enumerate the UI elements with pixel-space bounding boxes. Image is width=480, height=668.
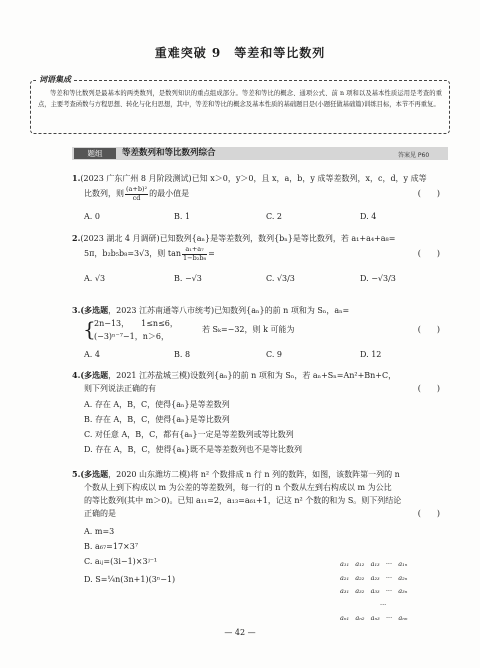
question-4 [72,369,448,457]
option-c: C. aᵢⱼ=(3i−1)×3ʲ⁻¹ [84,557,158,566]
option-c: C. √3/3 [266,274,295,283]
array-row: a₂₁ a₂₂ a₂₃ ··· a₂ₙ [340,573,408,582]
question-source: ，2023 江苏南通等八市统考) [108,306,215,315]
question-number: 2. [72,233,81,243]
fraction-denominator: cd [132,193,141,202]
option-d: D. S=¼n(3n+1)(3ⁿ−1) [84,575,176,584]
question-text: 个数从上到下构成以 m 为公差的等差数列，每一行的 n 个数从左到右构成以 m 为公比 [84,483,392,492]
page-number: — 42 — [224,628,256,637]
option-c: C. 对任意 A，B，C，都有{aₙ}一定是等差数列或等比数列 [84,430,294,439]
option-a: A. 存在 A，B，C，使得{aₙ}是等差数列 [84,400,230,409]
option-b: B. a₆₇=17×3⁷ [84,542,139,551]
question-text: 的等比数列(其中 m＞0)。已知 a₁₁=2，a₁₃=a₆₁+1，记这 n² 个数的和为 S。则下列结论 [84,496,402,505]
option-c: C. 2 [266,212,283,221]
question-number: 1. [72,173,81,183]
options [72,397,448,457]
question-text: 正确的是 [84,509,116,518]
array-row: aₙ₁ aₙ₂ aₙ₃ ··· aₙₙ [340,614,408,622]
question-number: 4. [72,370,81,380]
option-d: D. 存在 A，B，C，使得{aₙ}既不是等差数列也不是等比数列 [84,445,302,454]
answer-reference: 答案见 P60 [398,152,430,159]
option-b: B. 存在 A，B，C，使得{aₙ}是等比数列 [84,415,230,424]
option-d: D. 4 [360,212,377,221]
multi-choice-label: (多选题 [80,305,109,315]
case-2: (−3)ⁿ⁻⁷−1，n＞6， [94,332,169,341]
section-tag: 题组 [74,148,116,159]
question-text: 已知数列{aₙ}是等差数列，数列{bₙ}是等比数列，若 a₁+a₄+a₈= [159,234,396,243]
option-d: D. −√3/3 [360,274,396,283]
question-source: ，2021 江苏盐城三模) [108,371,191,380]
question-text: 则下列说法正确的有 [84,384,156,393]
answer-paren: ( ) [417,249,440,258]
question-2 [72,232,448,283]
question-text: 已知数列{aₙ}的前 n 项和为 Sₙ，aₙ= [214,306,350,315]
array-row: a₃₁ a₃₂ a₃₃ ··· a₃ₙ [340,587,408,595]
question-text: 将 n² 个数排成 n 行 n 列的数阵，如图，该数阵第一列的 n [190,470,400,479]
question-source: (2023 广东广州 8 月阶段测试) [80,174,192,183]
question-3 [72,304,448,359]
case-1: 2n−13， 1≤n≤6， [94,319,178,328]
option-a: A. 4 [84,350,100,359]
answer-paren: ( ) [417,189,440,198]
question-text: 比数列，则 [84,189,124,198]
fraction-denominator: 1−b₂b₈ [183,253,207,262]
answer-paren: ( ) [417,509,440,518]
question-source: (2023 湖北 4 月调研) [80,234,160,243]
fraction-numerator: (a+b)² [126,185,148,193]
question-text: 5π，b₂b₅b₈=3√3，则 tan [84,249,181,258]
fraction-numerator: a₁+a₇ [182,246,207,255]
question-text: 已知 x＞0，y＞0，且 x，a，b，y 成等差数列，x，c，d，y 成等 [191,174,427,183]
option-a: A. m=3 [84,527,115,536]
answer-paren: ( ) [417,384,440,393]
answer-paren: ( ) [417,325,440,334]
option-c: C. 9 [266,350,283,359]
section-title: 等差数列和等比数列综合 [122,148,216,158]
intro-tag: 词语集成 [36,74,74,85]
question-text: 设数列{aₙ}的前 n 项和为 Sₙ，若 aₙ+Sₙ=An²+Bn+C， [190,371,397,380]
option-a: A. √3 [84,274,106,283]
question-number: 5. [72,469,81,479]
option-b: B. −√3 [174,274,202,283]
question-number: 3. [72,305,81,315]
array-row: a₁₁ a₁₂ a₁₃ ··· a₁ₙ [340,560,408,568]
option-a: A. 0 [84,212,100,221]
option-d: D. 12 [360,350,382,359]
fraction [125,186,148,202]
question-source: ，2020 山东潍坊二模) [108,470,191,479]
question-1 [72,172,448,221]
question-text: 若 Sₖ=−32，则 k 可能为 [202,325,295,334]
multi-choice-label: (多选题 [80,370,109,380]
question-text: 的最小值是 [149,189,190,198]
number-array [340,558,450,626]
page-title: 重难突破 9 等差和等比数列 [154,46,326,60]
brace: { [83,317,96,341]
array-row: ··· [380,600,387,609]
intro-text: 等差和等比数列是最基本的两类数列，是数列知识的重点组成部分。等差和等比的概念、通项公式、前 n 项和以及基本性质运用是考查的重点，主要考查函数与方程思想、转化与化归思想，其中，等差和等比的概念及基本性质的基础题目是(小题狂做基础篇)训练目标，本节不再重复。 [38,90,442,108]
question-text: = [208,249,215,258]
fraction [182,246,207,262]
option-b: B. 8 [174,350,191,359]
option-b: B. 1 [174,212,191,221]
multi-choice-label: (多选题 [80,469,109,479]
